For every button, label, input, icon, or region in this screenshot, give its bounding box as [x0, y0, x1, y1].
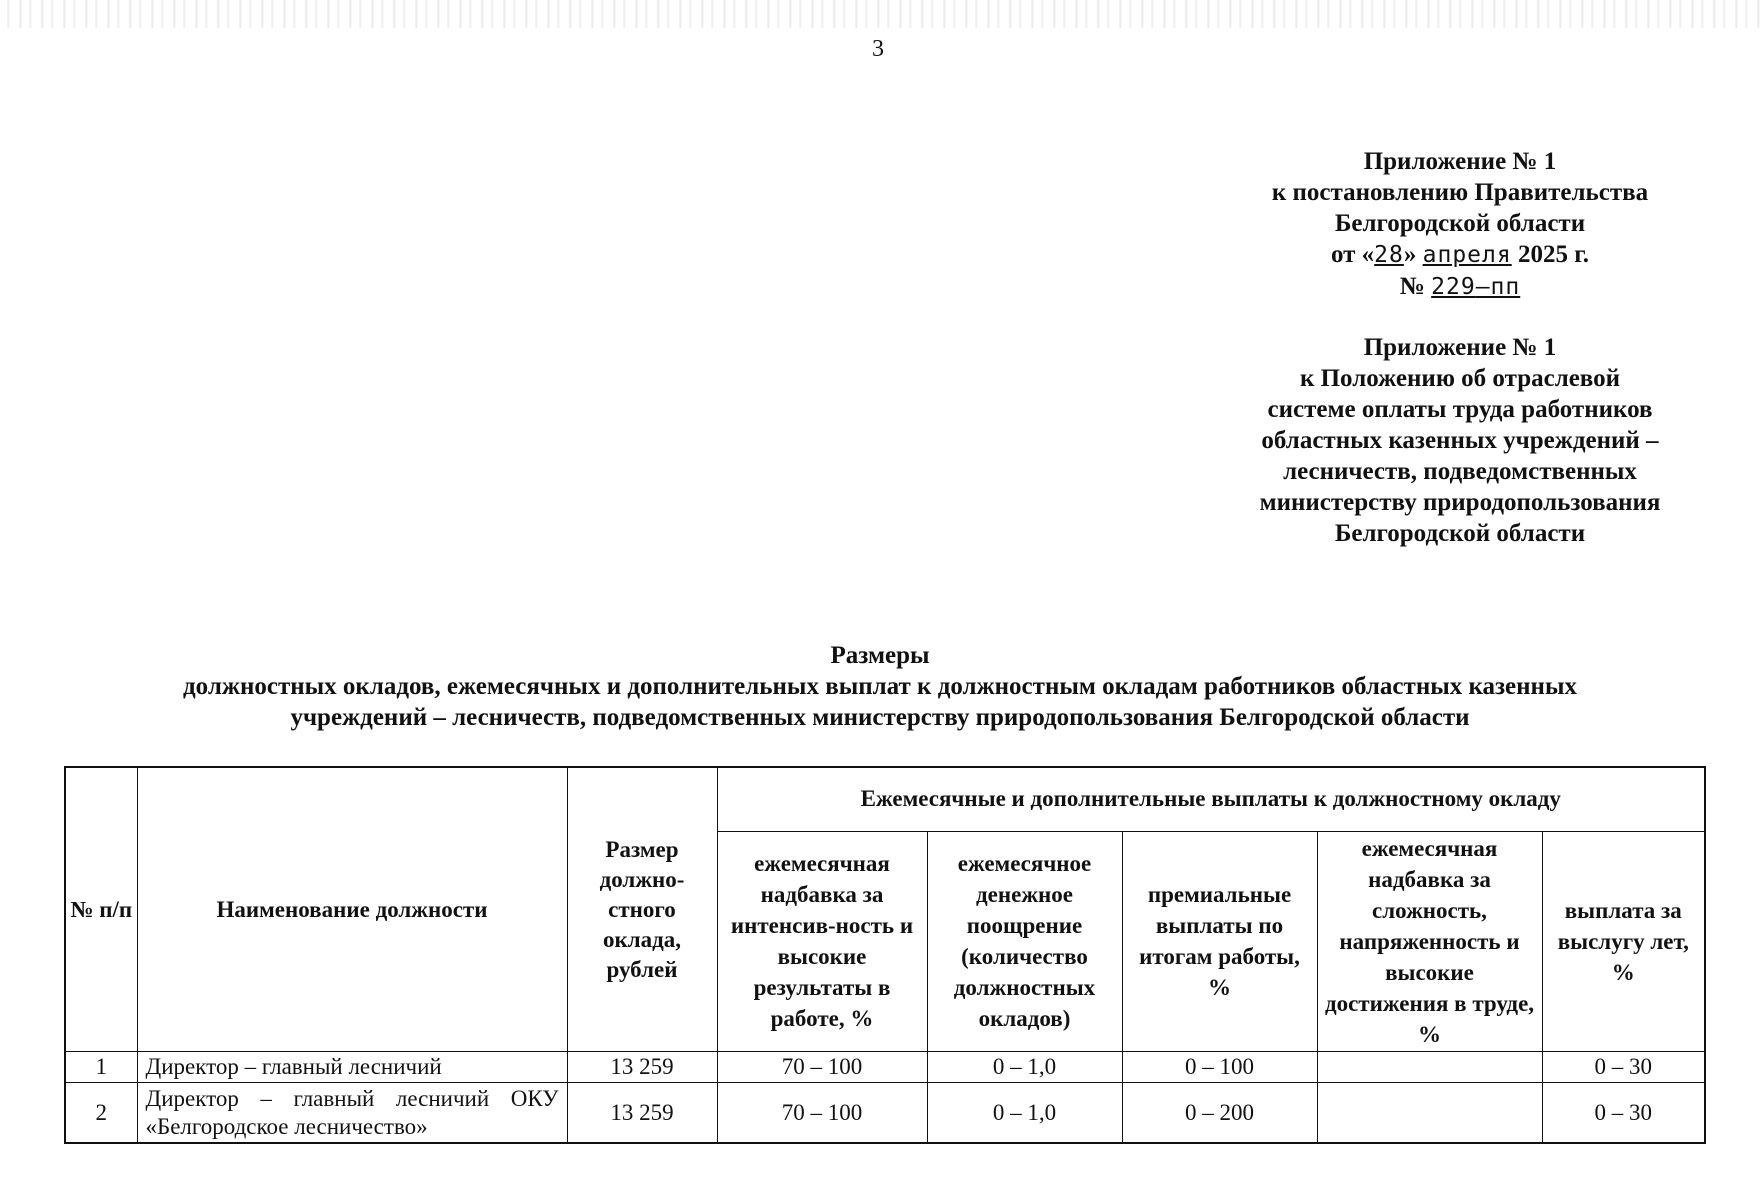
date-mid: »	[1403, 241, 1417, 268]
appendix-regulation-line: лесничеств, подведомственных	[1283, 458, 1637, 485]
cell-seniority: 0 – 30	[1542, 1052, 1705, 1083]
cell-position: Директор – главный лесничий ОКУ «Белгородское лесничество»	[137, 1083, 567, 1143]
scan-noise-strip	[0, 0, 1760, 28]
table-header-row	[65, 767, 1705, 831]
cell-salary: 13 259	[567, 1083, 717, 1143]
date-month: апреля	[1422, 242, 1512, 268]
cell-position: Директор – главный лесничий	[137, 1052, 567, 1083]
date-prefix: от «	[1330, 241, 1375, 268]
header-salary: Размер должно-стного оклада, рублей	[567, 767, 717, 1052]
appendix-regulation-line: областных казенных учреждений –	[1261, 427, 1659, 454]
cell-salary: 13 259	[567, 1052, 717, 1083]
number-prefix: №	[1399, 273, 1425, 300]
appendix-resolution-line: Приложение № 1	[1363, 148, 1557, 175]
table-row	[65, 1083, 1705, 1143]
cell-incentive: 0 – 1,0	[927, 1083, 1122, 1143]
appendix-resolution-date	[1210, 239, 1710, 271]
appendix-resolution-line: Белгородской области	[1334, 210, 1586, 237]
appendix-regulation-line: к Положению об отраслевой	[1299, 365, 1621, 392]
appendix-regulation-line: Белгородской области	[1334, 520, 1586, 547]
header-intensity: ежемесячная надбавка за интенсив-ность и высокие результаты в работе, %	[717, 831, 927, 1052]
appendix-regulation-line: системе оплаты труда работников	[1267, 396, 1653, 423]
appendix-resolution-number	[1210, 271, 1710, 303]
cell-seniority: 0 – 30	[1542, 1083, 1705, 1143]
cell-complexity	[1317, 1083, 1542, 1143]
salary-table	[64, 766, 1706, 1144]
header-payments-group: Ежемесячные и дополнительные выплаты к должностному окладу	[717, 767, 1705, 831]
cell-bonus: 0 – 200	[1122, 1083, 1317, 1143]
document-title-line: должностных окладов, ежемесячных и дополнительных выплат к должностным окладам работников областных казенных	[183, 673, 1577, 700]
cell-complexity	[1317, 1052, 1542, 1083]
cell-number: 2	[65, 1083, 137, 1143]
header-position: Наименование должности	[137, 767, 567, 1052]
header-seniority: выплата за выслугу лет, %	[1542, 831, 1705, 1052]
page-number: 3	[872, 36, 884, 62]
document-title-line: Размеры	[830, 642, 930, 669]
document-title	[60, 640, 1700, 733]
cell-bonus: 0 – 100	[1122, 1052, 1317, 1083]
cell-number: 1	[65, 1052, 137, 1083]
appendix-regulation-line: Приложение № 1	[1363, 334, 1557, 361]
appendix-regulation-block	[1210, 332, 1710, 549]
number-value: 229	[1431, 274, 1476, 300]
header-number: № п/п	[65, 767, 137, 1052]
date-day: 28	[1374, 242, 1404, 268]
table-row	[65, 1052, 1705, 1083]
cell-intensity: 70 – 100	[717, 1083, 927, 1143]
header-bonus: премиальные выплаты по итогам работы, %	[1122, 831, 1317, 1052]
number-suffix: –пп	[1475, 274, 1521, 300]
date-year: 2025 г.	[1517, 241, 1590, 268]
cell-incentive: 0 – 1,0	[927, 1052, 1122, 1083]
appendix-resolution-block	[1210, 146, 1710, 303]
appendix-regulation-line: министерству природопользования	[1259, 489, 1661, 516]
document-title-line: учреждений – лесничеств, подведомственных министерству природопользования Белгородской области	[290, 704, 1470, 731]
header-complexity: ежемесячная надбавка за сложность, напряженность и высокие достижения в труде, %	[1317, 831, 1542, 1052]
header-incentive: ежемесячное денежное поощрение (количество должностных окладов)	[927, 831, 1122, 1052]
appendix-resolution-line: к постановлению Правительства	[1271, 179, 1649, 206]
cell-intensity: 70 – 100	[717, 1052, 927, 1083]
